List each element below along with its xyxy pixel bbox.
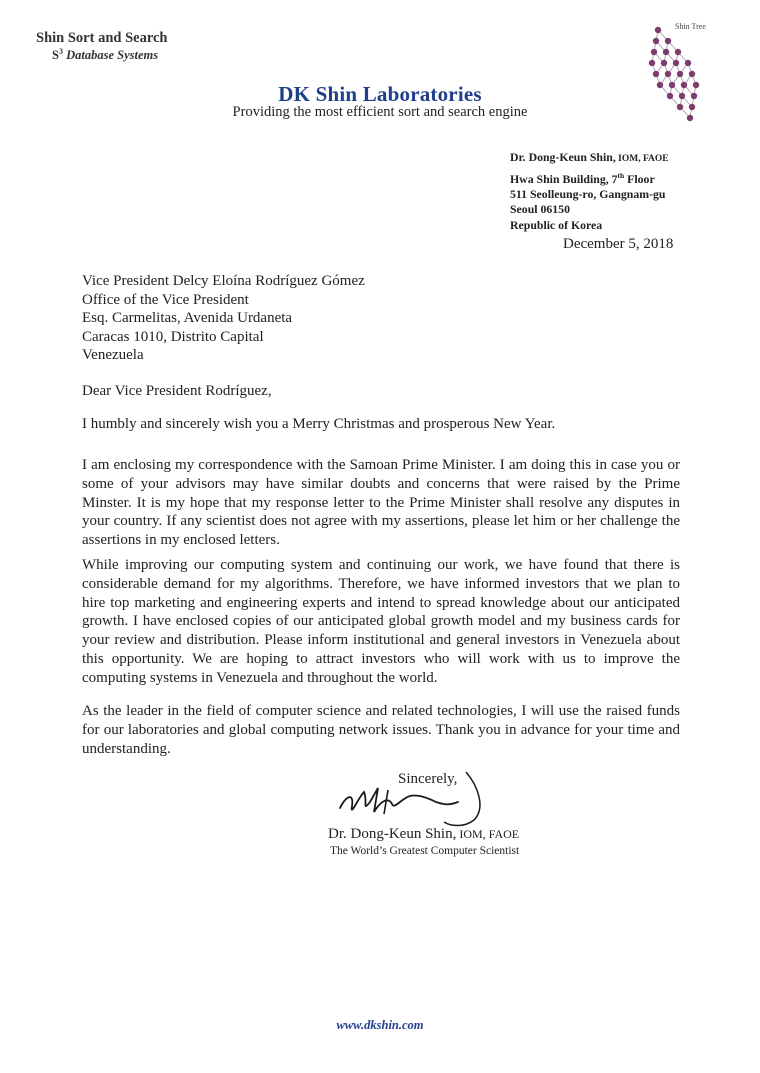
logo-node	[665, 38, 671, 44]
recipient-line: Vice President Delcy Eloína Rodríguez Gómez	[82, 273, 365, 289]
brand-name-part2: Sort and Search	[67, 30, 168, 46]
recipient-line: Esq. Carmelitas, Avenida Urdaneta	[82, 310, 293, 327]
brand-name	[36, 30, 168, 47]
recipient-address	[82, 272, 365, 365]
logo-node	[653, 38, 659, 44]
recipient-line: Caracas 1010, Distrito Capital	[82, 328, 264, 345]
sender-address	[510, 150, 669, 233]
sender-city: Seoul 06150	[510, 202, 570, 217]
logo-node	[661, 60, 667, 66]
sender-street: 511 Seolleung-ro, Gangnam-gu	[510, 186, 666, 201]
logo-node	[653, 71, 659, 77]
recipient-line: Office of the Vice President	[82, 291, 249, 308]
brand-subtitle-text: Database Systems	[66, 48, 159, 63]
logo-node	[689, 71, 695, 77]
sender-building: Hwa Shin Building, 7th Floor	[510, 170, 655, 186]
logo-node	[685, 60, 691, 66]
s3-mark: $S^3$	[52, 47, 63, 63]
logo-node	[651, 49, 657, 55]
lab-tagline: Providing the most efficient sort and search engine	[232, 104, 528, 120]
closing: Sincerely,	[398, 771, 458, 787]
signer-name: Dr. Dong-Keun Shin, IOM, FAOE	[328, 826, 520, 842]
logo-node	[673, 60, 679, 66]
recipient-line: Venezuela	[82, 347, 144, 364]
sender-country: Republic of Korea	[510, 217, 603, 232]
handwritten-signature	[318, 768, 498, 830]
body-paragraph-2: I am enclosing my correspondence with the Samoan Prime Minister. I am doing this in case you or some of your advisors may have similar doubts and concerns that were raised by the Prime Minster. It is my hope that my response letter to the Prime Minister shall resolve any disputes in your country. If any scientist does not agree with my assertions, please let him or her challenge the assertions in my enclosed letters.	[82, 457, 680, 549]
signer-title: The World’s Greatest Computer Scientist	[330, 845, 520, 857]
logo-node	[655, 27, 661, 33]
letter-date: December 5, 2018	[563, 236, 674, 252]
logo-node	[677, 71, 683, 77]
sender-name-line: Dr. Dong-Keun Shin, IOM, FAOE	[510, 150, 669, 164]
lab-name: DK Shin Laboratories	[278, 82, 482, 106]
logo-node	[663, 49, 669, 55]
body-paragraph-1: I humbly and sincerely wish you a Merry Christmas and prosperous New Year.	[82, 416, 556, 432]
website-link[interactable]: www.dkshin.com	[336, 1018, 424, 1032]
logo-node	[649, 60, 655, 66]
body-paragraph-3: While improving our computing system and continuing our work, we have found that there is considerable demand for my algorithms. Therefore, we have informed investors that we plan to hire top marketing and engineering experts and intend to spread knowledge about our anticipated growth. I have enclosed copies of our anticipated global growth model and my business cards for your review and distribution. Please inform institutional and general investors in Venezuela about this opportunity. We are hoping to attract investors who will work with us to improve the computing systems in Venezuela and throughout the world.	[82, 557, 680, 686]
salutation: Dear Vice President Rodríguez,	[82, 383, 272, 399]
brand-name-part1: Shin	[36, 30, 68, 46]
body-paragraph-4: As the leader in the field of computer science and related technologies, I will use the raised funds for our laboratories and global computing network issues. Thank you in advance for your time and understanding.	[82, 703, 680, 757]
logo-node	[675, 49, 681, 55]
brand-subtitle	[52, 47, 158, 63]
logo-title: Shin Tree	[675, 22, 706, 31]
logo-node	[665, 71, 671, 77]
